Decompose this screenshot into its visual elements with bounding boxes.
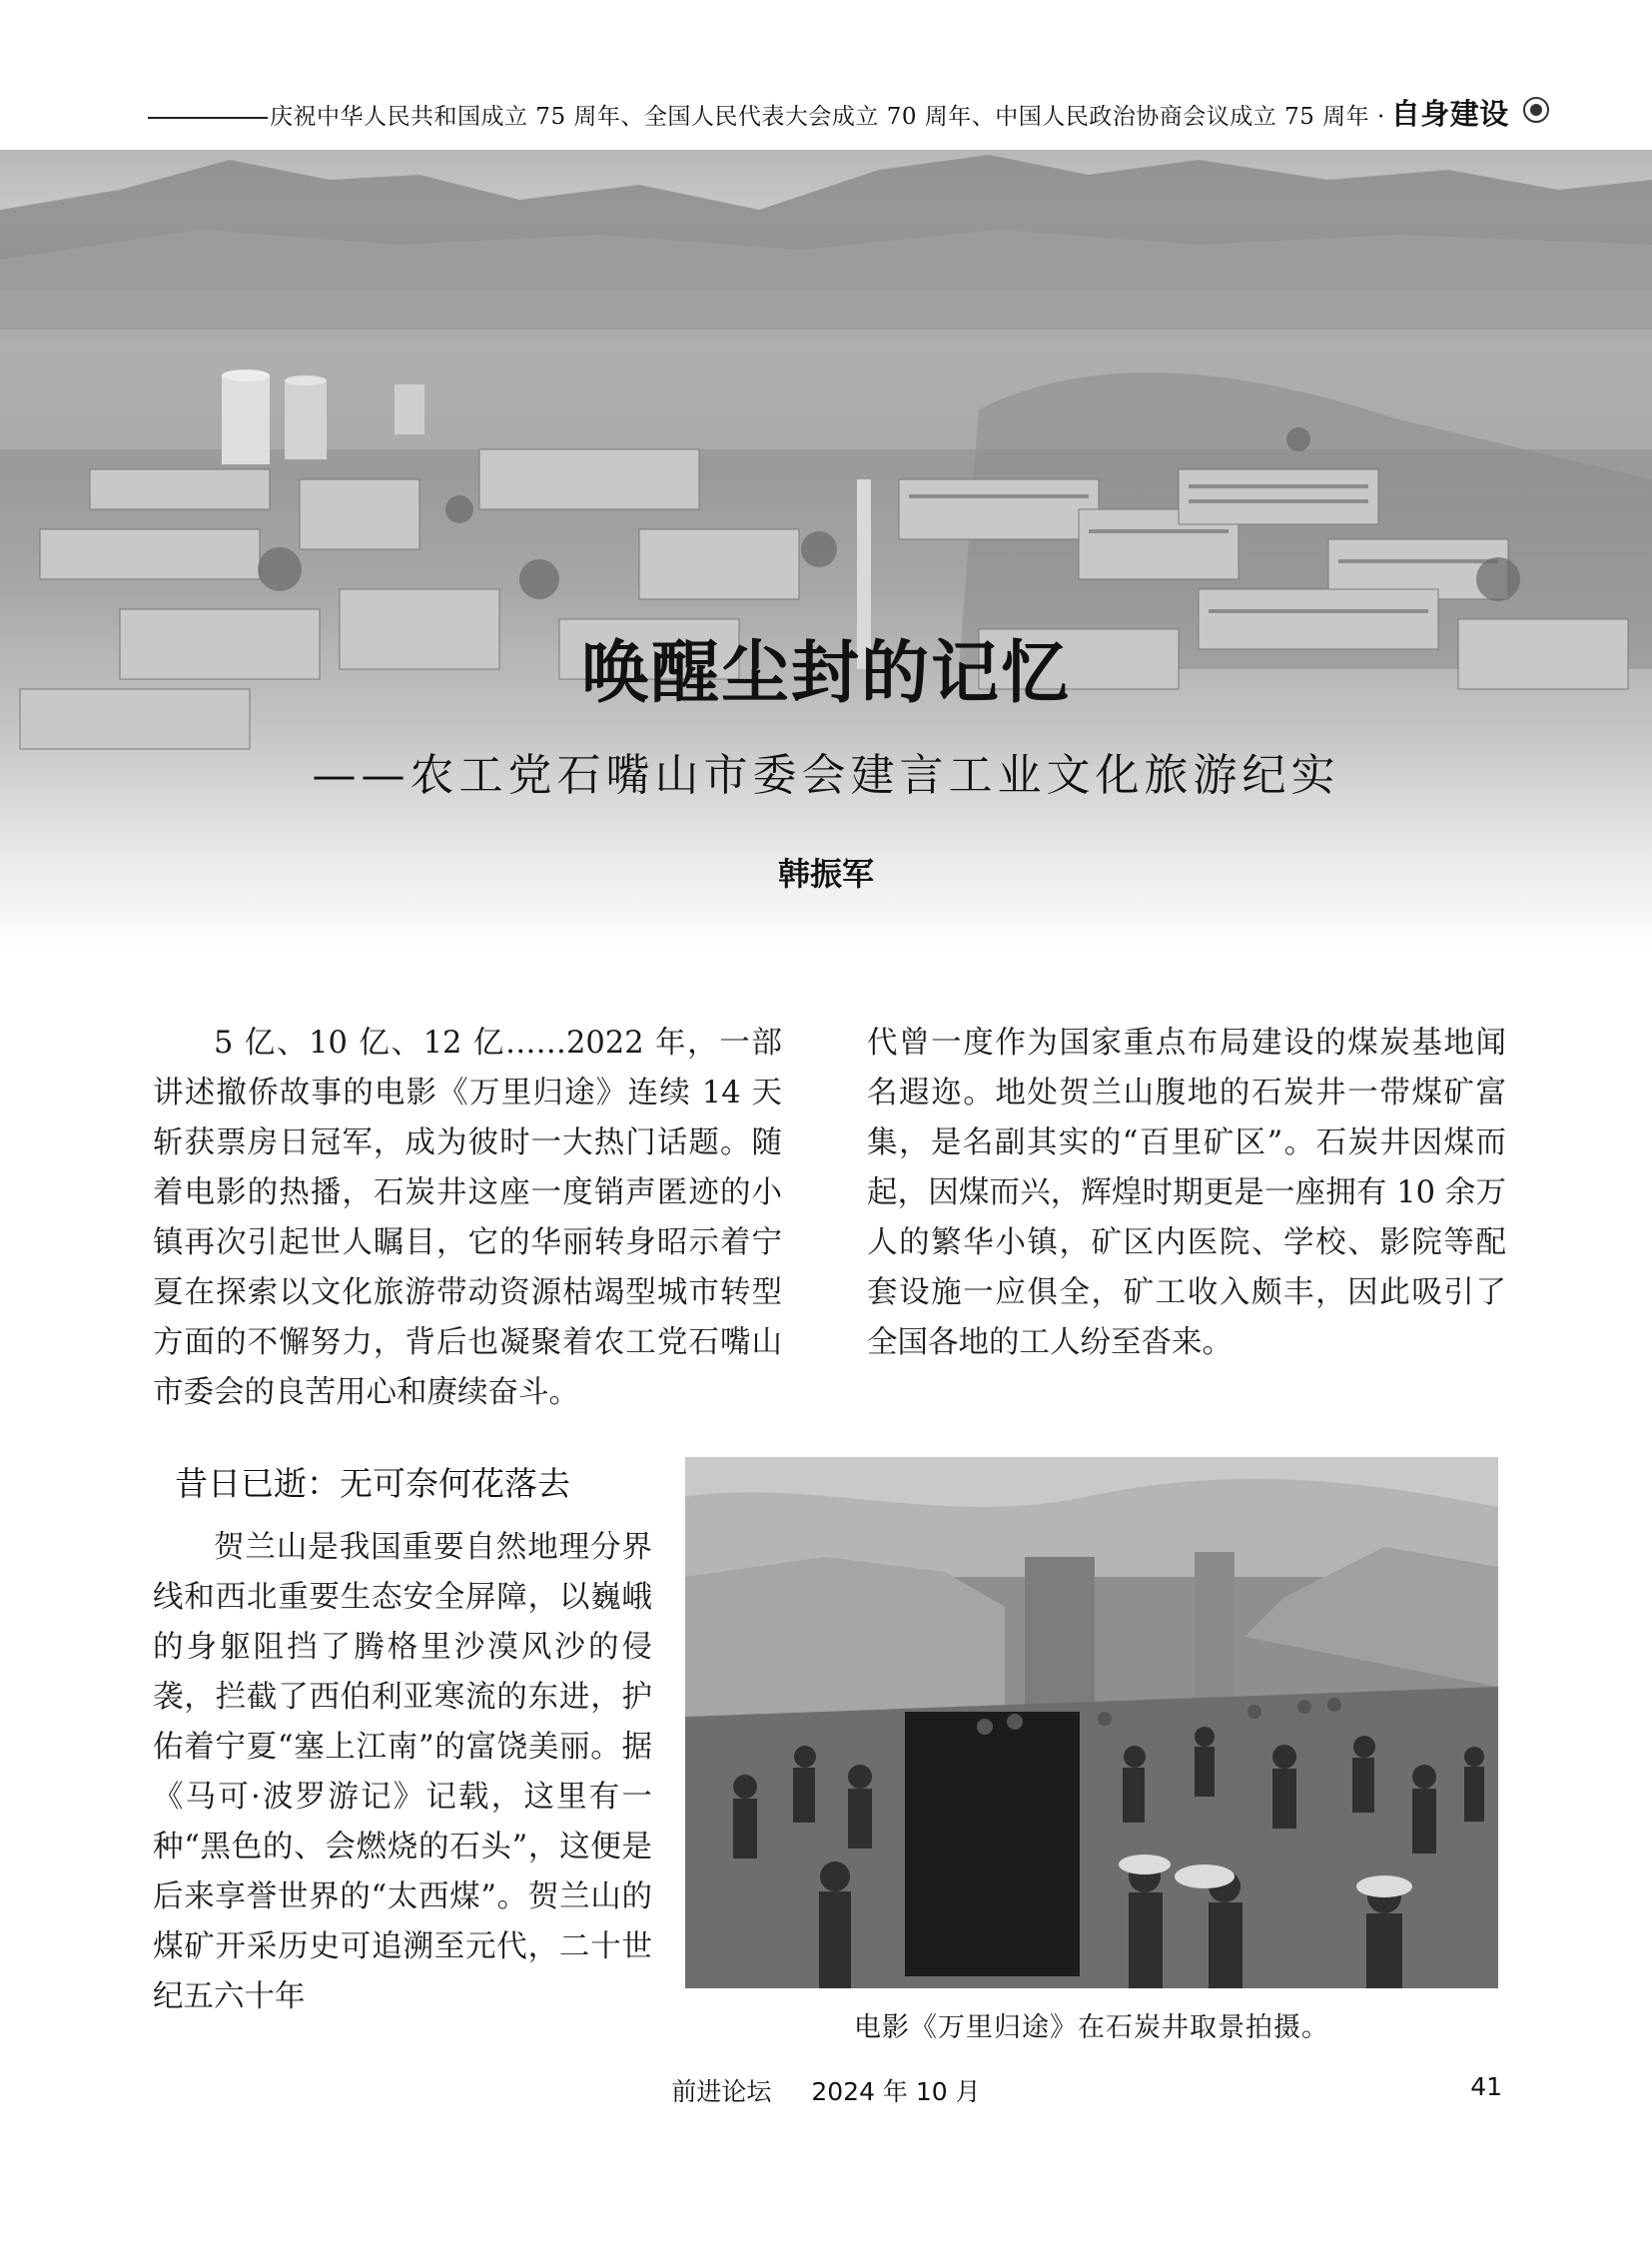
magazine-name: 前进论坛 [671, 2077, 772, 2106]
article-subtitle: ——农工党石嘴山市委会建言工业文化旅游纪实 [312, 750, 1340, 801]
section-paragraph: 贺兰山是我国重要自然地理分界线和西北重要生态安全屏障，以巍峨的身躯阻挡了腾格里沙漠风沙的侵袭，拦截了西伯利亚寒流的东进，护佑着宁夏“塞上江南”的富饶美丽。据《马可·波罗游记》记载，这里有一种“黑色的、会燃烧的石头”，这便是后来享誉世界的“太西煤”。贺兰山的煤矿开采历史可追溯至元代，二十世纪五六十年 [153, 1530, 652, 2014]
running-title: 庆祝中华人民共和国成立 75 周年、全国人民代表大会成立 70 周年、中国人民政治协商会议成立 75 周年 · [270, 104, 1385, 130]
section-heading: 昔日已逝：无可奈何花落去 [175, 1464, 570, 1503]
header-rule [148, 117, 268, 119]
hero-image [0, 150, 1652, 949]
photo-caption: 电影《万里归途》在石炭井取景拍摄。 [854, 2012, 1329, 2043]
intro-paragraph: 5 亿、10 亿、12 亿……2022 年，一部讲述撤侨故事的电影《万里归途》连续 14 天斩获票房日冠军，成为彼时一大热门话题。随着电影的热播，石炭井这座一度销声匿迹的小镇再次引起世人瞩目，它的华丽转身昭示着宁夏在探索以文化旅游带动资源枯竭型城市转型方面的不懈努力，背后也凝聚着农工党石嘴山市委会的良苦用心和赓续奋斗。 [153, 1026, 782, 1410]
issue-date: 2024 年 10 月 [811, 2077, 981, 2106]
intro-left-column [153, 1019, 782, 1418]
section-name: 自身建设 [1390, 97, 1509, 131]
intro-right-column [867, 1019, 1506, 1368]
running-header [270, 92, 1538, 133]
page-number: 41 [1470, 2072, 1502, 2101]
page-footer [0, 2072, 1652, 2108]
film-set-photo [685, 1457, 1498, 1988]
article-title: 唤醒尘封的记忆 [580, 634, 1071, 713]
section-body-column [153, 1523, 652, 2022]
intro-continuation: 代曾一度作为国家重点布局建设的煤炭基地闻名遐迩。地处贺兰山腹地的石炭井一带煤矿富集，是名副其实的“百里矿区”。石炭井因煤而起，因煤而兴，辉煌时期更是一座拥有 10 余万人的繁华小镇，矿区内医院、学校、影院等配套设施一应俱全，矿工收入颇丰，因此吸引了全国各地的工人纷至沓来。 [867, 1026, 1506, 1360]
header-bullet-icon [1523, 97, 1549, 123]
article-author: 韩振军 [777, 855, 874, 893]
